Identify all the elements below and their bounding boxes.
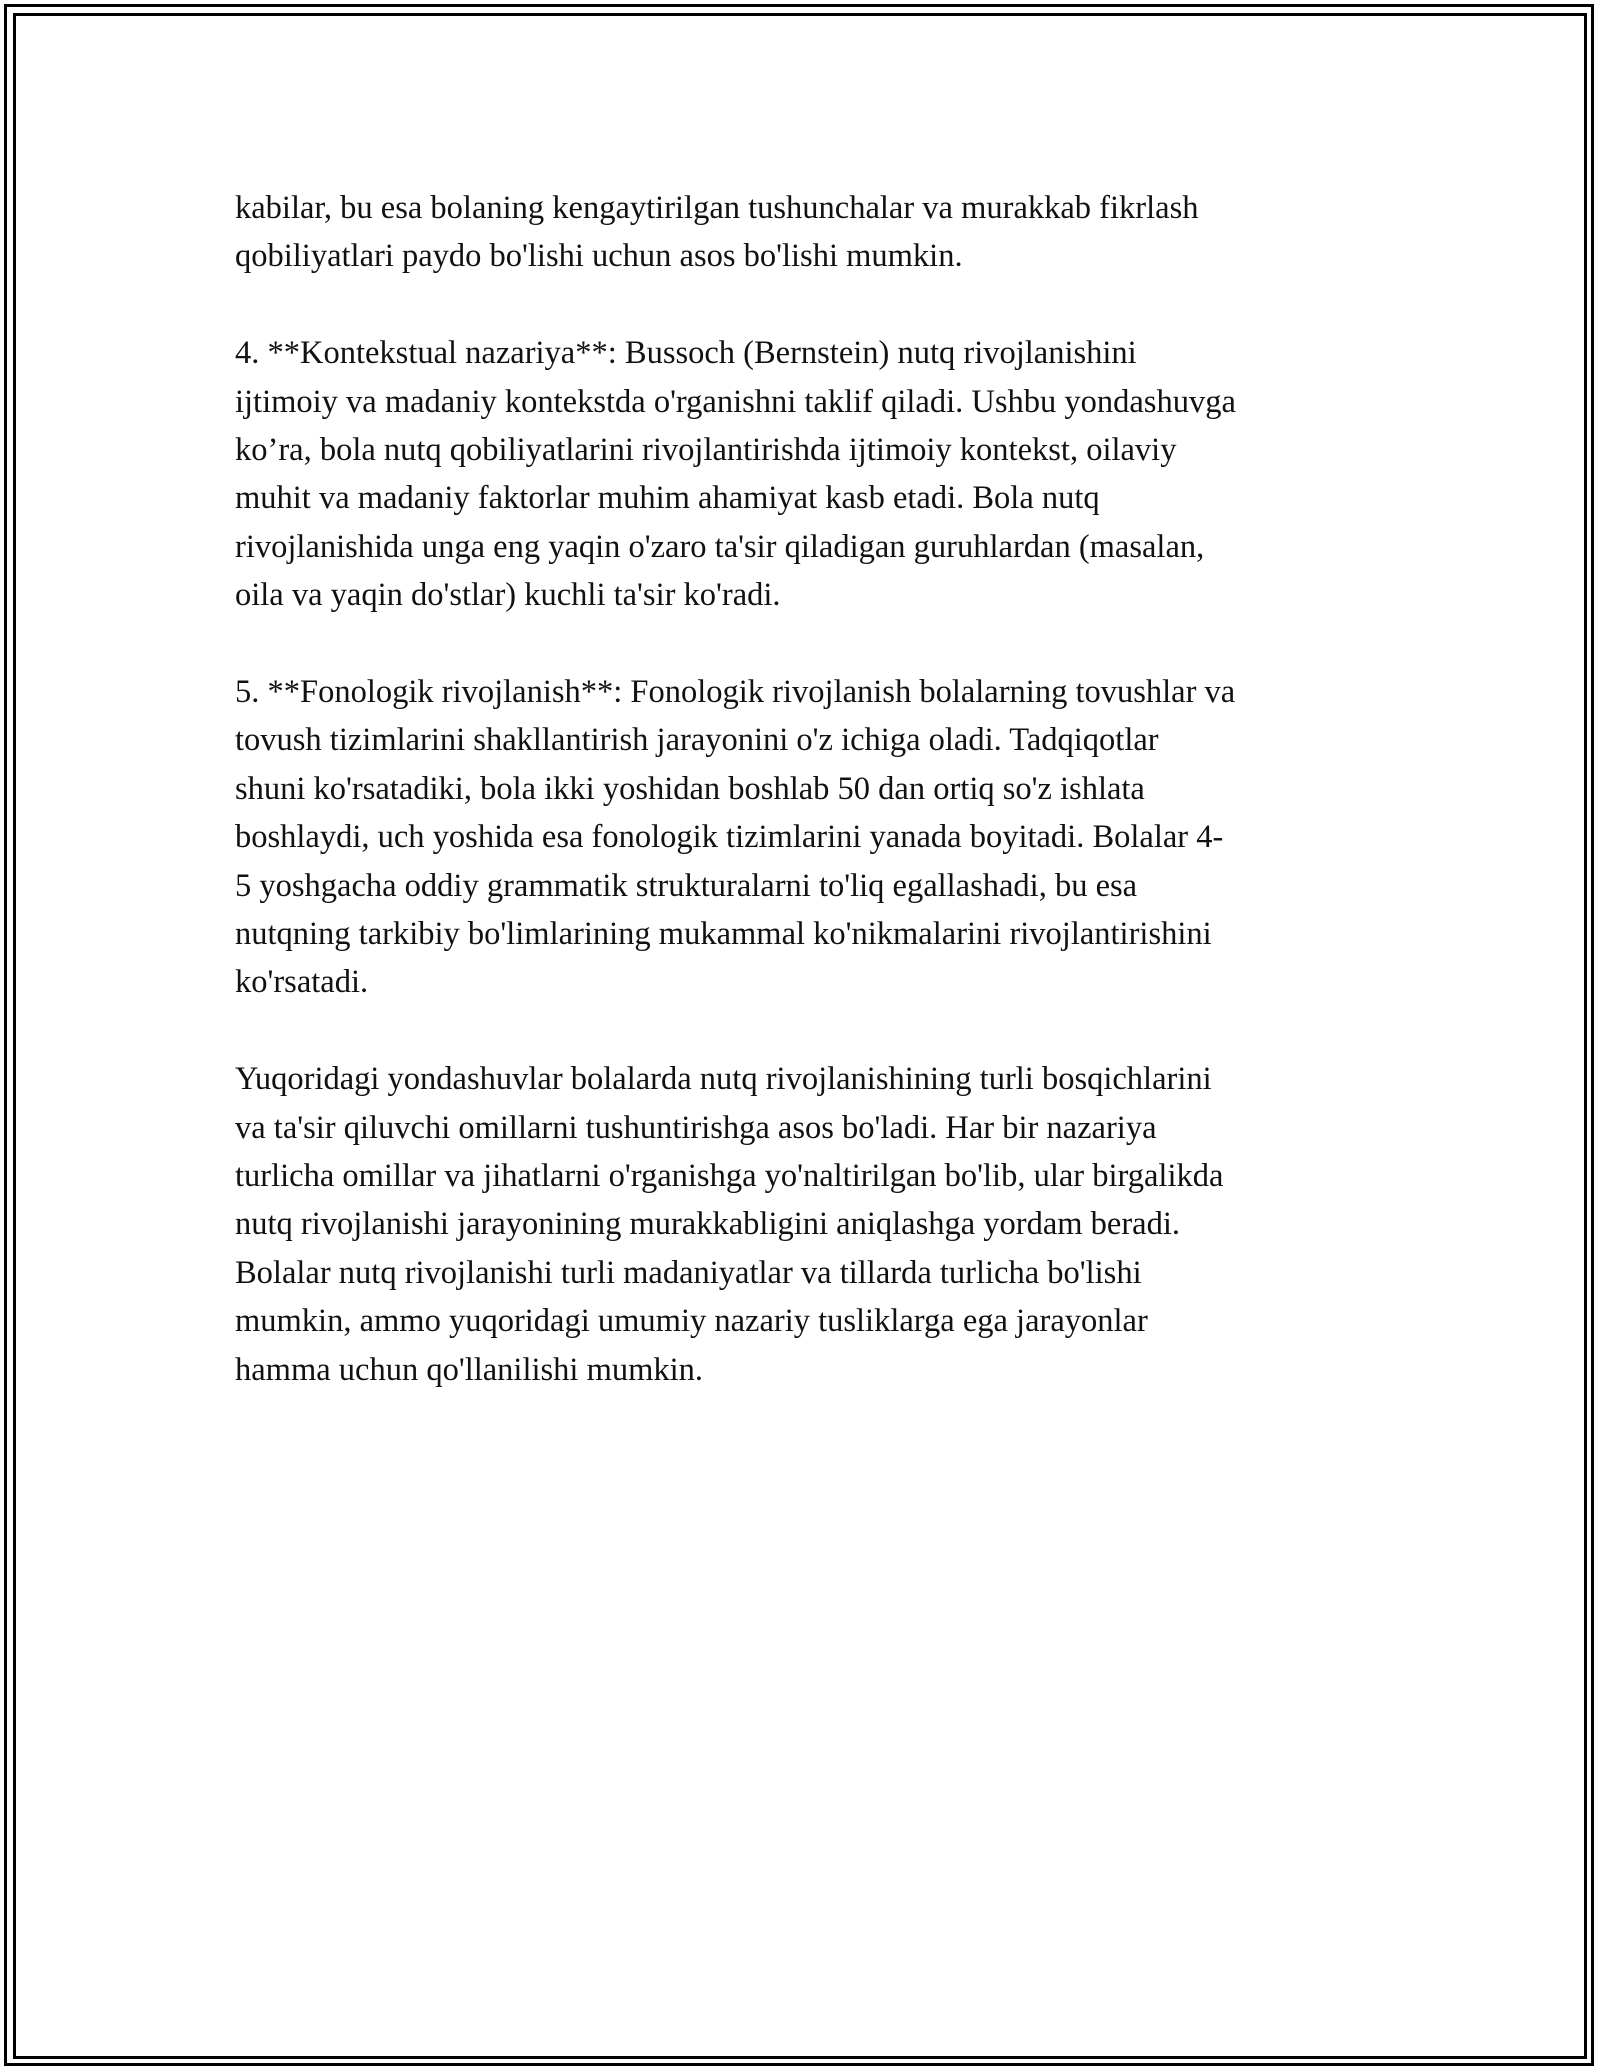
text-line: ko'rsatadi.: [235, 964, 369, 1001]
text-line: kabilar, bu esa bolaning kengaytirilgan tushunchalar va murakkab fikrlash: [235, 190, 1199, 226]
text-line: rivojlanishida unga eng yaqin o'zaro ta'sir qiladigan guruhlardan (masalan,: [235, 528, 1205, 565]
paragraph-continuation: [235, 184, 1375, 281]
paragraph-kontekstual-nazariya: [235, 329, 1375, 619]
text-line: Bolalar nutq rivojlanishi turli madaniyatlar va tillarda turlicha bo'lishi: [235, 1254, 1142, 1291]
paragraph-conclusion: [235, 1055, 1375, 1394]
text-line: 5. **Fonologik rivojlanish**: Fonologik rivojlanish bolalarning tovushlar va: [235, 674, 1236, 711]
text-line: 4. **Kontekstual nazariya**: Bussoch (Bernstein) nutq rivojlanishini: [235, 335, 1137, 372]
paragraph-spacer: [235, 620, 1375, 668]
text-line: 5 yoshgacha oddiy grammatik strukturalarni to'liq egallashadi, bu esa: [235, 867, 1138, 904]
text-line: ijtimoiy va madaniy kontekstda o'rganishni taklif qiladi. Ushbu yondashuvga: [235, 383, 1236, 420]
document-body: [235, 184, 1375, 1394]
text-line: tovush tizimlarini shakllantirish jarayonini o'z ichiga oladi. Tadqiqotlar: [235, 722, 1159, 759]
text-line: mumkin, ammo yuqoridagi umumiy nazariy tusliklarga ega jarayonlar: [235, 1303, 1148, 1340]
text-line: va ta'sir qiluvchi omillarni tushuntirishga asos bo'ladi. Har bir nazariya: [235, 1109, 1157, 1146]
text-line: muhit va madaniy faktorlar muhim ahamiyat kasb etadi. Bola nutq: [235, 480, 1100, 517]
text-line: qobiliyatlari paydo bo'lishi uchun asos bo'lishi mumkin.: [235, 238, 963, 275]
text-line: shuni ko'rsatadiki, bola ikki yoshidan boshlab 50 dan ortiq so'z ishlata: [235, 770, 1145, 807]
text-line: Yuqoridagi yondashuvlar bolalarda nutq rivojlanishining turli bosqichlarini: [235, 1061, 1212, 1098]
paragraph-spacer: [235, 1007, 1375, 1055]
paragraph-fonologik-rivojlanish: [235, 668, 1375, 1007]
text-line: hamma uchun qo'llanilishi mumkin.: [235, 1351, 704, 1388]
text-line: nutq rivojlanishi jarayonining murakkabligini aniqlashga yordam beradi.: [235, 1206, 1180, 1243]
text-line: boshlaydi, uch yoshida esa fonologik tizimlarini yanada boyitadi. Bolalar 4-: [235, 819, 1224, 856]
text-line: turlicha omillar va jihatlarni o'rganishga yo'naltirilgan bo'lib, ular birgalikda: [235, 1158, 1224, 1195]
text-line: oila va yaqin do'stlar) kuchli ta'sir ko'radi.: [235, 577, 781, 614]
text-line: nutqning tarkibiy bo'limlarining mukammal ko'nikmalarini rivojlantirishini: [235, 916, 1212, 953]
paragraph-spacer: [235, 281, 1375, 329]
text-line: ko’ra, bola nutq qobiliyatlarini rivojlantirishda ijtimoiy kontekst, oilaviy: [235, 432, 1177, 469]
